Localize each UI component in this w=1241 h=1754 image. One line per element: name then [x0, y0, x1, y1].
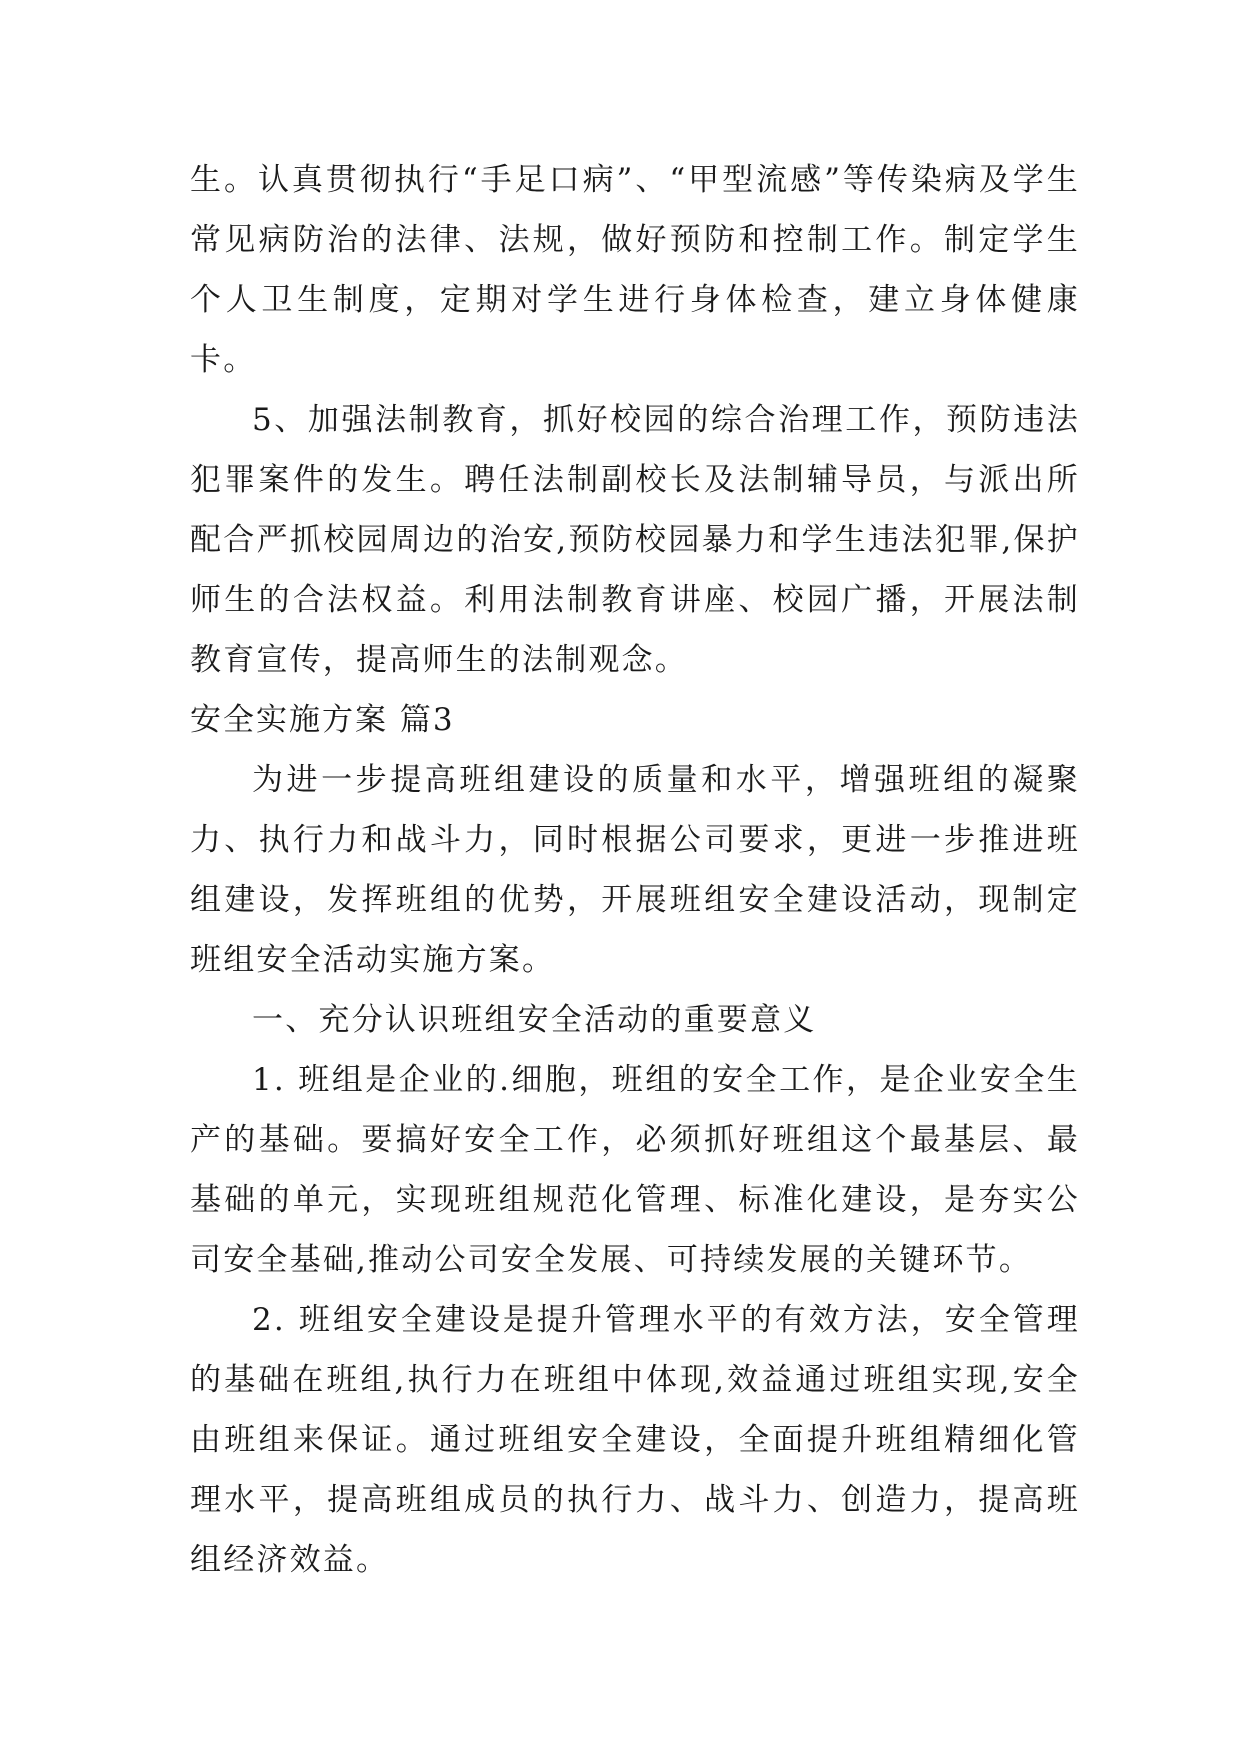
subheading-significance: 一、充分认识班组安全活动的重要意义 — [252, 1002, 817, 1038]
document-body — [190, 150, 1080, 1590]
paragraph-point-2: 2. 班组安全建设是提升管理水平的有效方法，安全管理的基础在班组,执行力在班组中体现,效益通过班组实现,安全由班组来保证。通过班组安全建设，全面提升班组精细化管理水平，提高班组成员的执行力、战斗力、创造力，提高班组经济效益。 — [190, 1302, 1080, 1578]
paragraph-hygiene-continued: 生。认真贯彻执行“手足口病”、“甲型流感”等传染病及学生常见病防治的法律、法规，做好预防和控制工作。制定学生个人卫生制度，定期对学生进行身体检查，建立身体健康卡。 — [190, 162, 1080, 378]
paragraph-intro: 为进一步提高班组建设的质量和水平，增强班组的凝聚力、执行力和战斗力，同时根据公司要求，更进一步推进班组建设，发挥班组的优势，开展班组安全建设活动，现制定班组安全活动实施方案。 — [190, 762, 1080, 978]
paragraph-legal-education: 5、加强法制教育，抓好校园的综合治理工作，预防违法犯罪案件的发生。聘任法制副校长及法制辅导员，与派出所配合严抓校园周边的治安,预防校园暴力和学生违法犯罪,保护师生的合法权益。利用法制教育讲座、校园广播，开展法制教育宣传，提高师生的法制观念。 — [190, 402, 1080, 678]
paragraph-point-1: 1. 班组是企业的.细胞，班组的安全工作，是企业安全生产的基础。要搞好安全工作，必须抓好班组这个最基层、最基础的单元，实现班组规范化管理、标准化建设，是夯实公司安全基础,推动公司安全发展、可持续发展的关键环节。 — [190, 1062, 1080, 1278]
section-heading: 安全实施方案 篇3 — [190, 702, 455, 738]
